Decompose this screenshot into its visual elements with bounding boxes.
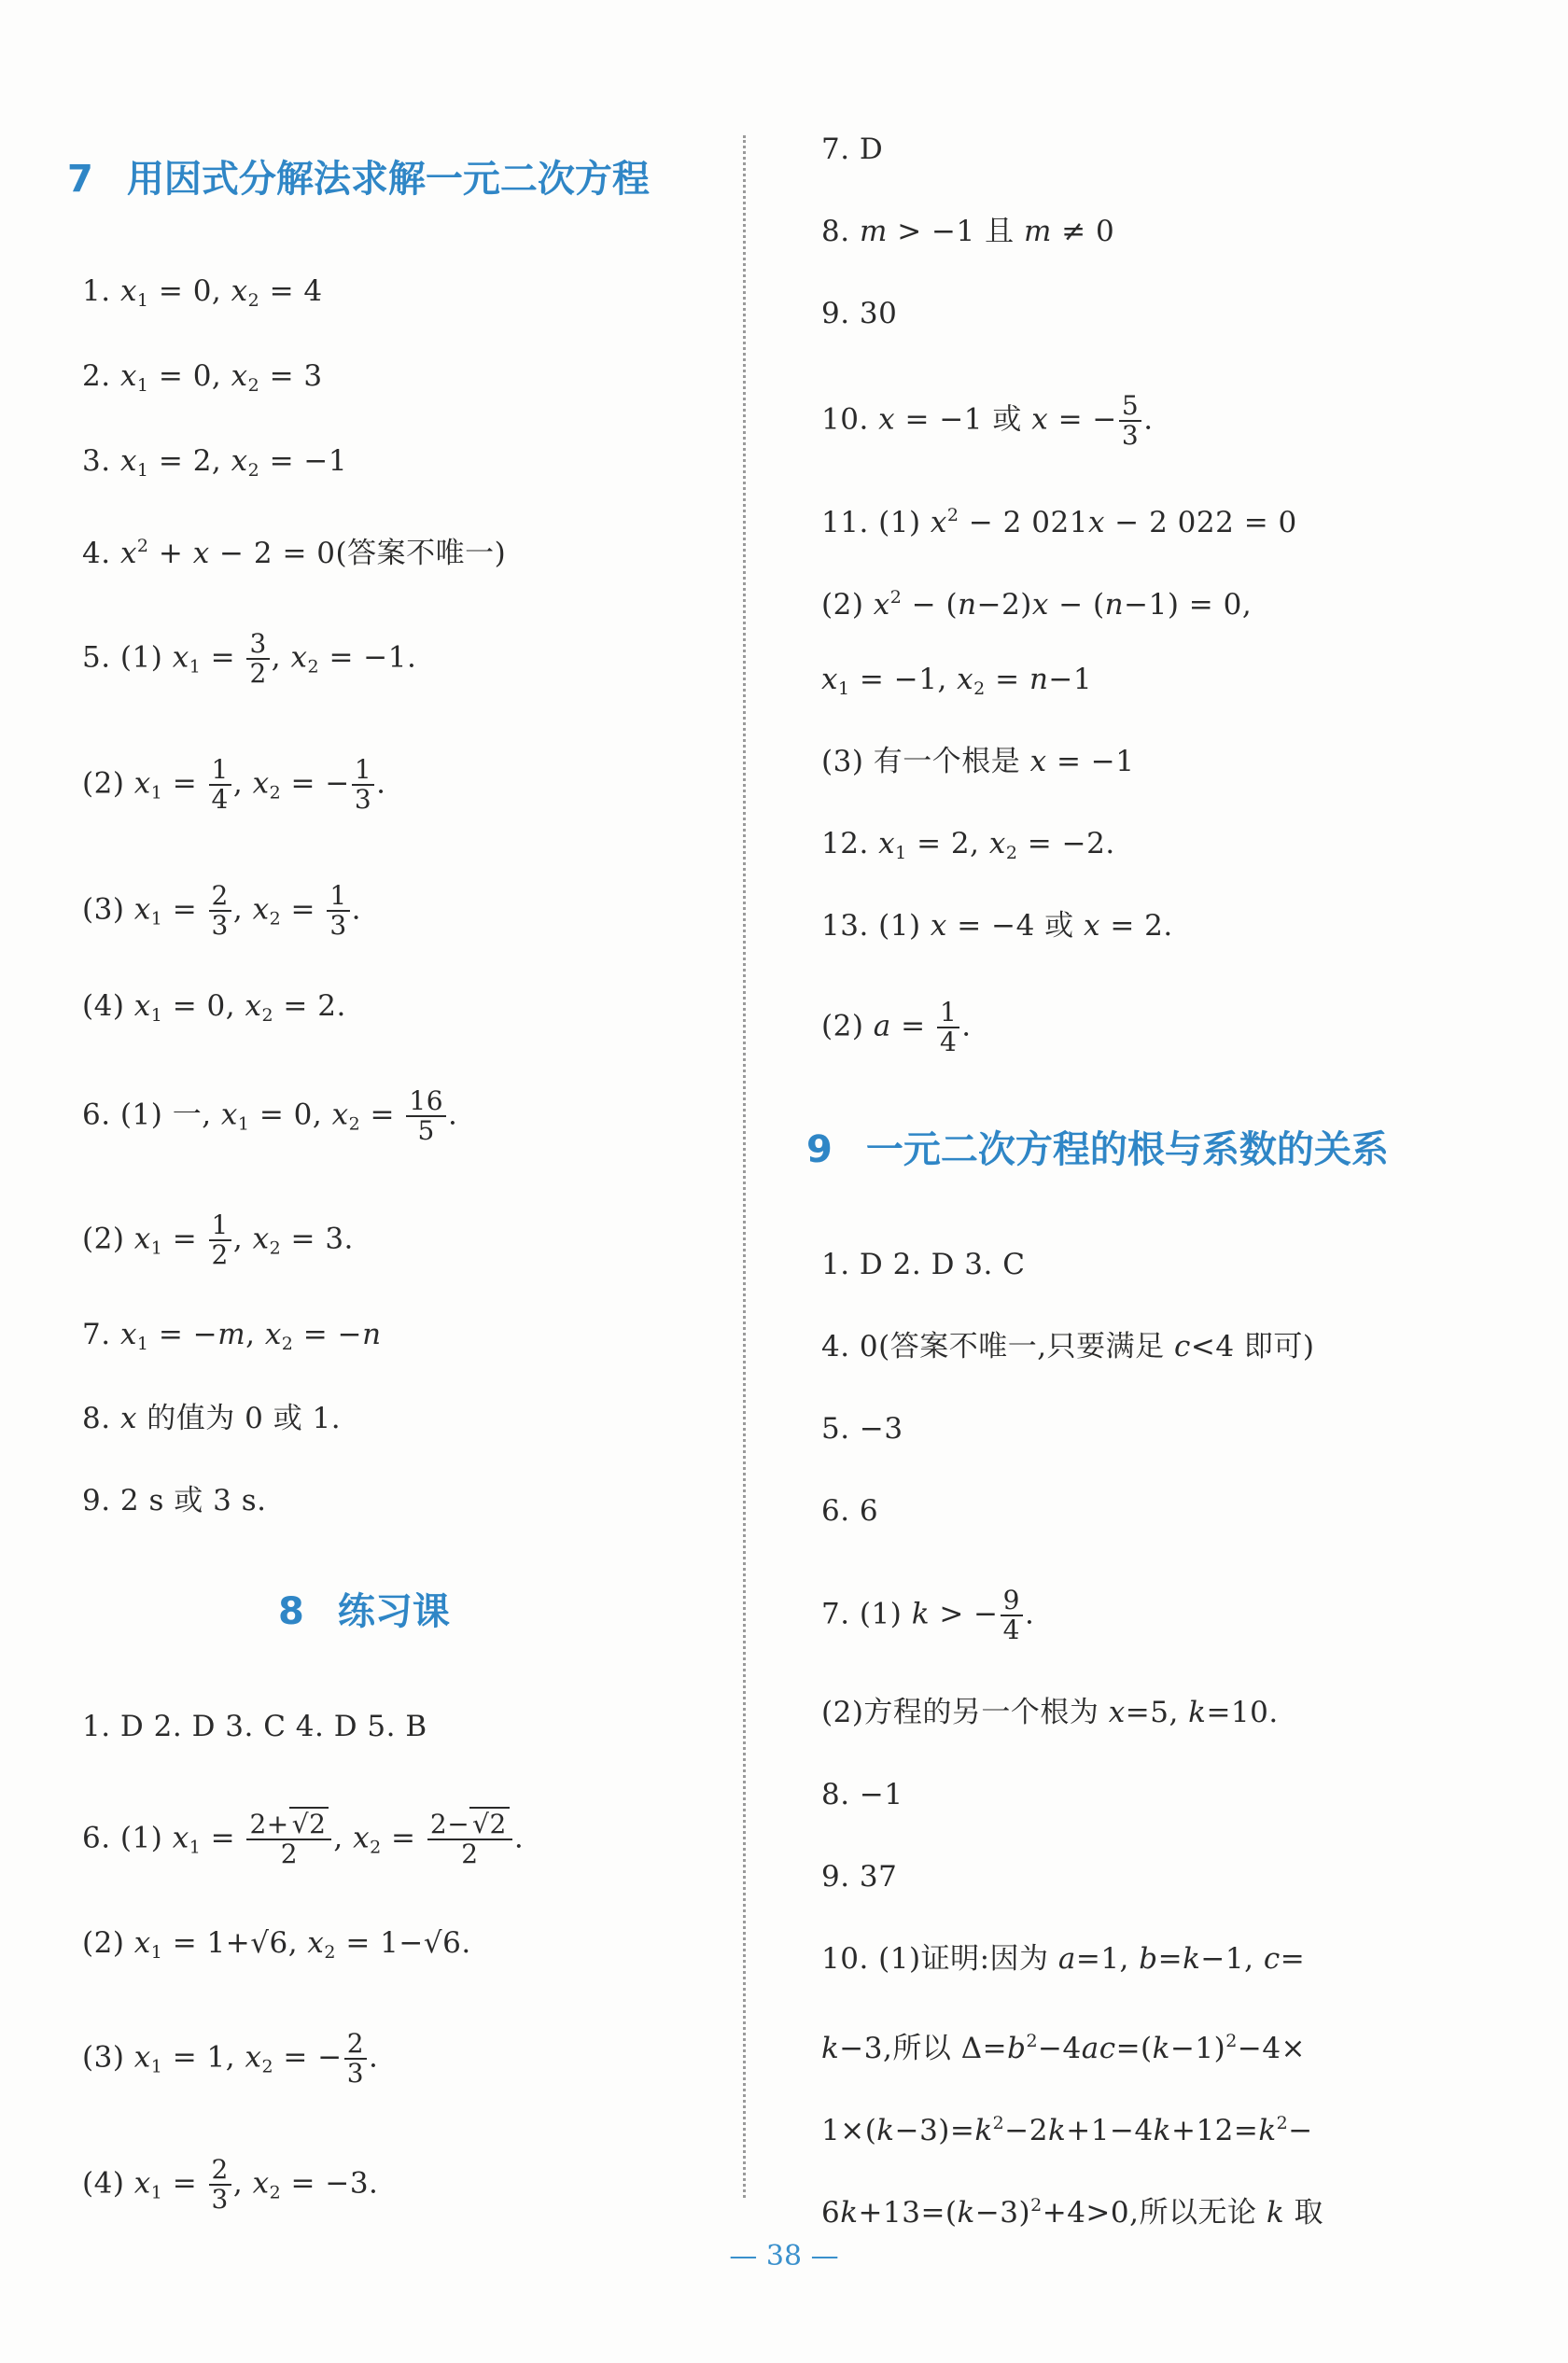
s8-item-6-4: (4) $x_1$ = $\frac{2}{3}$ , $x_2 = -3$. (82, 2154, 379, 2215)
s8-item-1: 1. D 2. D 3. C 4. D 5. B (82, 1710, 427, 1743)
s7-item-6-2: (2) $x_1$ = $\frac{1}{2}$ , $x_2 = 3$. (82, 1209, 354, 1270)
s8-item-7: 7. D (821, 133, 884, 166)
s8-item-13-2: (2) a = $\frac{1}{4}$ . (821, 997, 972, 1057)
s7-item-9: 9. 2 s 或 3 s. (82, 1484, 267, 1517)
s7-item-5-1: 5. (1) $x_1$ = $\frac{3}{2}$ , $x_2 = -1$. (82, 628, 417, 689)
section-8-title: 练习课 (337, 1590, 450, 1633)
section-9-heading (806, 1120, 1389, 1173)
s9-item-1: 1. D 2. D 3. C (821, 1248, 1026, 1281)
s9-item-10-l3: $1\times(k-3)=k^2-2k+1-4k+12=k^2-$ (821, 2113, 1313, 2147)
s7-item-5-2: (2) $x_1$ = $\frac{1}{4}$ , $x_2$ = − $\frac{1}{3}$ . (82, 754, 386, 815)
s8-item-11-3: (3) 有一个根是 x = −1 (821, 745, 1135, 778)
s8-item-9: 9. 30 (821, 297, 898, 330)
s8-item-11-2: (2) $x^2 - (n-2)x - (n-1) = 0$, (821, 587, 1253, 622)
section-9-number: 9 (806, 1128, 833, 1171)
section-8-number: 8 (278, 1590, 304, 1633)
section-7-heading (67, 149, 650, 203)
s8-item-8: 8. m > −1 且 m ≠ 0 (821, 215, 1115, 248)
s8-item-10: 10. x = −1 或 x = − $\frac{5}{3}$ . (821, 390, 1154, 451)
s9-item-7-1: 7. (1) k > − $\frac{9}{4}$ . (821, 1585, 1035, 1645)
s8-item-12: 12. $x_1 = 2$, $x_2 = -2$. (821, 827, 1115, 863)
s7-item-5-4: (4) $x_1 = 0$, $x_2 = 2$. (82, 989, 346, 1026)
s9-item-6: 6. 6 (821, 1494, 879, 1528)
column-divider (743, 135, 746, 2198)
s9-item-10-l4: $6k+13=(k-3)^2+4>0$,所以无论 k 取 (821, 2195, 1323, 2230)
s7-item-4: 4. $x^2 + x - 2 = 0$(答案不唯一) (82, 536, 507, 570)
s9-item-5: 5. −3 (821, 1412, 903, 1446)
s7-item-5-3: (3) $x_1$ = $\frac{2}{3}$ , $x_2$ = $\frac{1}{3}$ . (82, 880, 362, 941)
section-7-number: 7 (67, 158, 93, 201)
s9-item-4: 4. 0(答案不唯一,只要满足 c<4 即可) (821, 1330, 1315, 1363)
s7-item-7: 7. $x_1 = -m$, $x_2 = -n$ (82, 1318, 382, 1354)
s7-item-1: 1. $x_1 = 0$, $x_2 = 4$ (82, 274, 323, 311)
s9-item-9: 9. 37 (821, 1860, 898, 1894)
s8-item-6-2: (2) $x_1 = 1+√6$, $x_2 = 1-√6$. (82, 1926, 471, 1963)
s9-item-10-l1: 10. (1)证明:因为 a=1, b=k−1, c= (821, 1942, 1306, 1976)
s7-item-3: 3. $x_1 = 2$, $x_2 = -1$ (82, 444, 348, 481)
s7-item-6-1: 6. (1) 一, $x_1 = 0$, $x_2$ = $\frac{16}{5}$ . (82, 1085, 458, 1146)
s7-item-2: 2. $x_1 = 0$, $x_2 = 3$ (82, 359, 323, 396)
section-8-heading (278, 1582, 450, 1635)
s9-item-7-2: (2)方程的另一个根为 x=5, k=10. (821, 1696, 1279, 1729)
s8-item-11-1: 11. (1) $x^2 - 2$ 021x − 2 022 = 0 (821, 505, 1297, 539)
s8-item-11-2b: $x_1 = -1$, $x_2 = n-1$ (821, 663, 1093, 699)
s8-item-6-3: (3) $x_1 = 1$, $x_2$ = − $\frac{2}{3}$ . (82, 2028, 379, 2089)
s9-item-10-l2: k−3,所以 $\Delta=b^2-4ac=(k-1)^2-4\times$ (821, 2031, 1307, 2065)
section-9-title: 一元二次方程的根与系数的关系 (865, 1128, 1389, 1171)
page-number: — 38 — (729, 2240, 839, 2272)
s8-item-6-1: 6. (1) $x_1$ = $\frac{2+ √2}{2}$ , $x_2$ = $\frac{2- √2}{2}$ . (82, 1809, 525, 1869)
s9-item-8: 8. −1 (821, 1778, 903, 1811)
s7-item-8: 8. x 的值为 0 或 1. (82, 1402, 342, 1435)
section-7-title: 用因式分解法求解一元二次方程 (126, 158, 650, 201)
s8-item-13-1: 13. (1) x = −4 或 x = 2. (821, 909, 1173, 943)
